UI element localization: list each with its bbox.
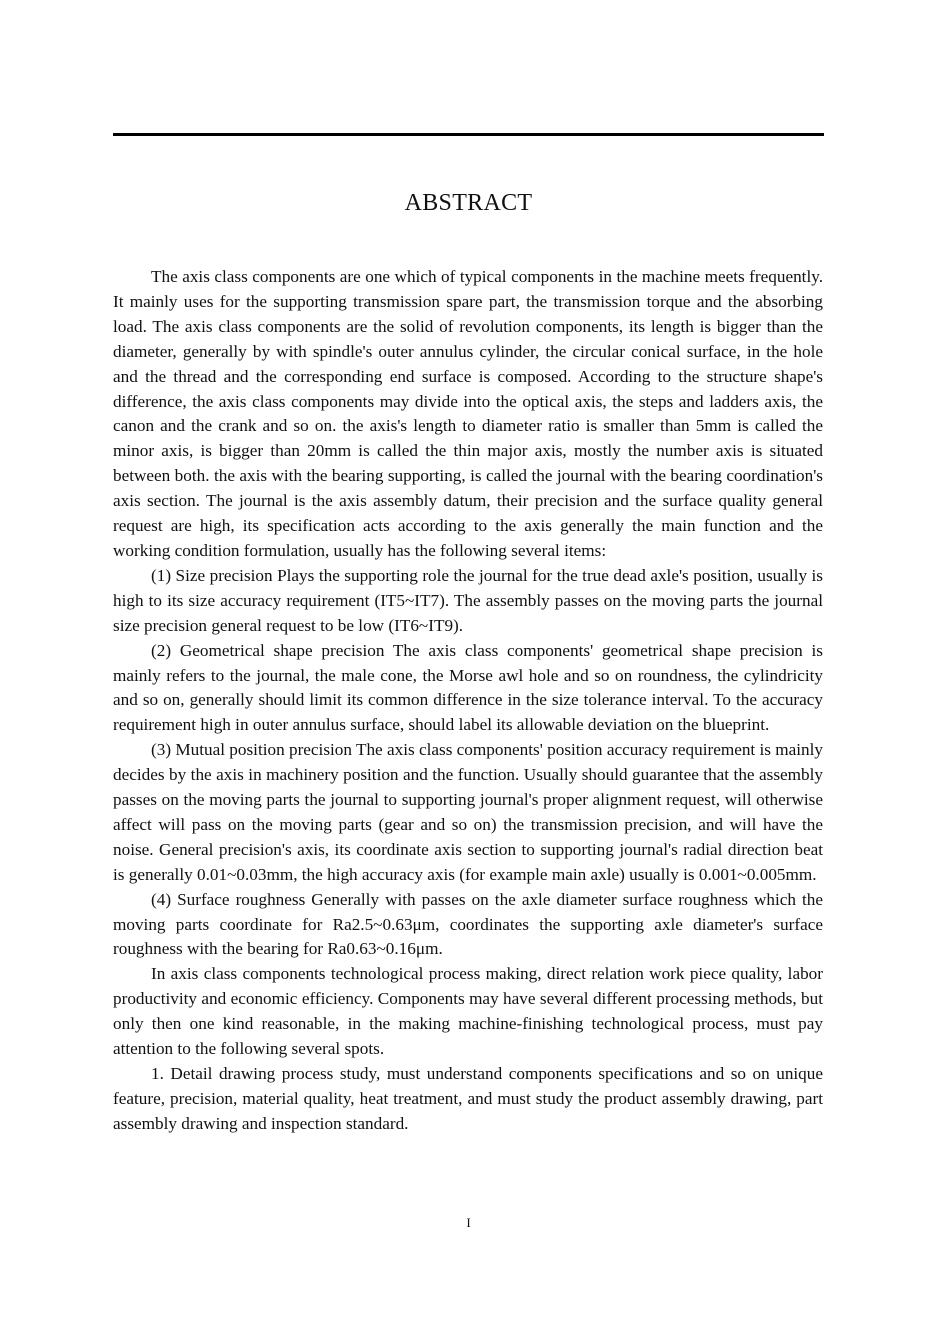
- paragraph-position-precision: (3) Mutual position precision The axis class components' position accuracy requirement is mainly decides by the axis in machinery position and the function. Usually should guarantee that the assembly passes on the moving parts the journal to supporting journal's proper alignment request, will otherwise affect will pass on the moving parts (gear and so on) the transmission precision, and will have the noise. General precision's axis, its coordinate axis section to supporting journal's radial direction beat is generally 0.01~0.03mm, the high accuracy axis (for example main axle) usually is 0.001~0.005mm.: [113, 740, 823, 884]
- paragraph-intro: The axis class components are one which of typical components in the machine meets frequently. It mainly uses for the supporting transmission spare part, the transmission torque and the absorbing load. The axis class components are the solid of revolution components, its length is bigger than the diameter, generally by with spindle's outer annulus cylinder, the circular conical surface, in the hole and the thread and the corresponding end surface is composed. According to the structure shape's difference, the axis class components may divide into the optical axis, the steps and ladders axis, the canon and the crank and so on. the axis's length to diameter ratio is smaller than 5mm is called the minor axis, is bigger than 20mm is called the thin major axis, mostly the number axis is situated between both. the axis with the bearing supporting, is called the journal with the bearing coordination's axis section. The journal is the axis assembly datum, their precision and the surface quality general request are high, its specification acts according to the axis generally the main function and the working condition formulation, usually has the following several items:: [113, 267, 823, 560]
- paragraph-drawing-study: 1. Detail drawing process study, must understand components specifications and so on unique feature, precision, material quality, heat treatment, and must study the product assembly drawing, part assembly drawing and inspection standard.: [113, 1064, 823, 1133]
- abstract-body: [113, 265, 823, 1137]
- page-title: ABSTRACT: [404, 190, 533, 216]
- header-rule: [113, 133, 824, 136]
- paragraph-surface-roughness: (4) Surface roughness Generally with passes on the axle diameter surface roughness which the moving parts coordinate for Ra2.5~0.63μm, coordinates the supporting axle diameter's surface roughness with the bearing for Ra0.63~0.16μm.: [113, 889, 823, 959]
- paragraph-process-making: In axis class components technological process making, direct relation work piece quality, labor productivity and economic efficiency. Components may have several different processing methods, but only then one kind reasonable, in the making machine-finishing technological process, must pay attention to the following several spots.: [113, 964, 823, 1059]
- paragraph-geometrical-precision: (2) Geometrical shape precision The axis class components' geometrical shape precision is mainly refers to the journal, the male cone, the Morse awl hole and so on roundness, the cylindricity and so on, generally should limit its common difference in the size tolerance interval. To the accuracy requirement high in outer annulus surface, should label its allowable deviation on the blueprint.: [113, 640, 823, 735]
- page-number: I: [466, 1215, 471, 1230]
- paragraph-size-precision: (1) Size precision Plays the supporting role the journal for the true dead axle's position, usually is high to its size accuracy requirement (IT5~IT7). The assembly passes on the moving parts the journal size precision general request to be low (IT6~IT9).: [113, 565, 823, 635]
